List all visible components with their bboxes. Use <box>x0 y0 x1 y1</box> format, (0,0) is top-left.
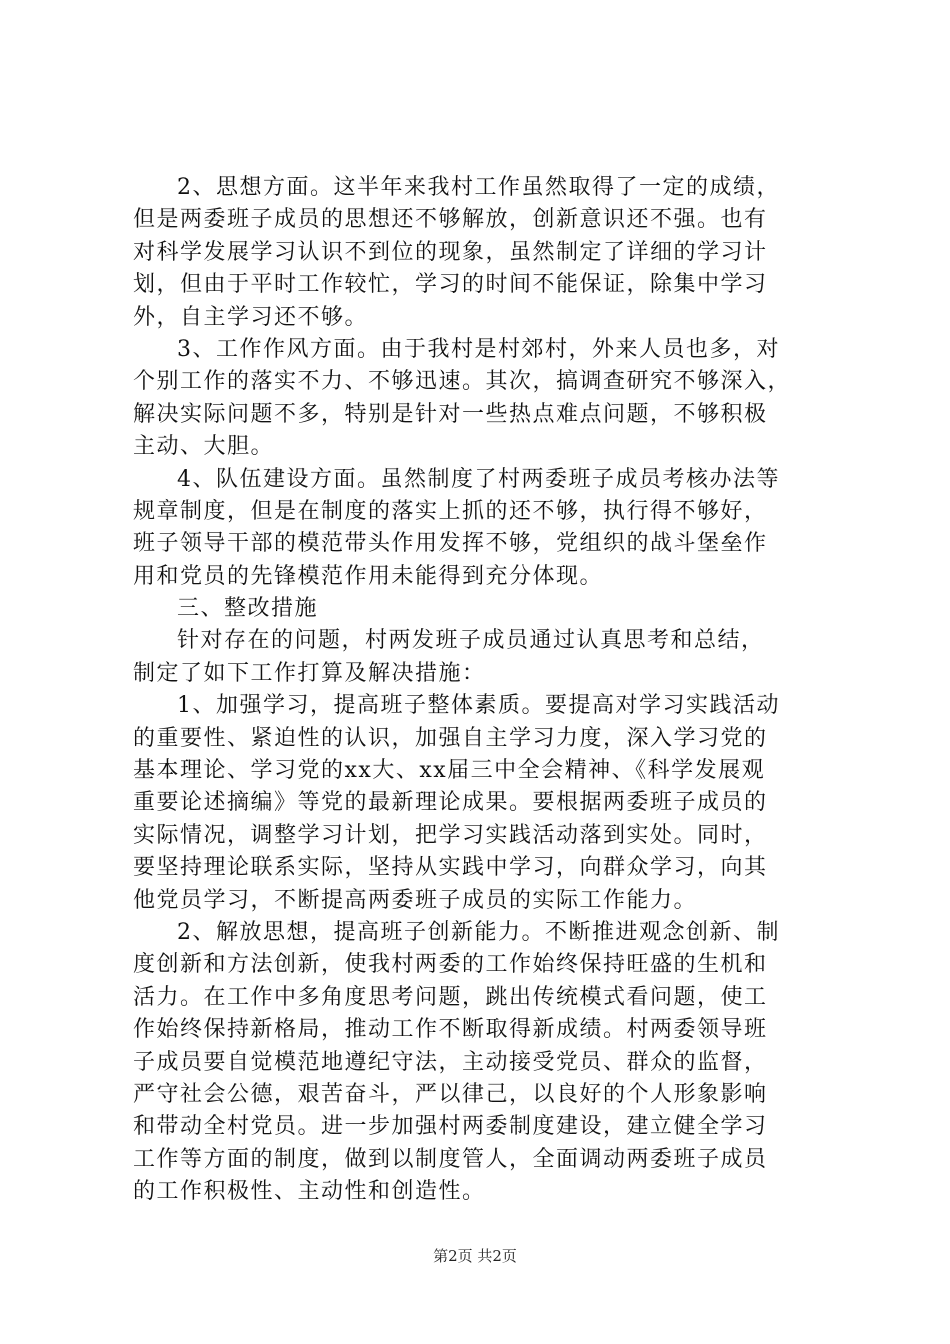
paragraph-line: 外，自主学习还不够。 <box>133 304 369 330</box>
paragraph-line: 度创新和方法创新，使我村两委的工作始终保持旺盛的生机和 <box>133 952 768 978</box>
paragraph-line: 要坚持理论联系实际，坚持从实践中学习，向群众学习，向其 <box>133 855 768 881</box>
paragraph-line: 解决实际问题不多，特别是针对一些热点难点问题，不够积极 <box>133 401 768 427</box>
document-body <box>133 172 833 1209</box>
paragraph-line: 3、工作作风方面。由于我村是村郊村，外来人员也多，对 <box>177 336 780 362</box>
paragraph-line: 的工作积极性、主动性和创造性。 <box>133 1179 486 1205</box>
paragraph-line: 他党员学习，不断提高两委班子成员的实际工作能力。 <box>133 887 698 913</box>
paragraph-line: 对科学发展学习认识不到位的现象，虽然制定了详细的学习计 <box>133 239 768 265</box>
paragraph-line: 主动、大胆。 <box>133 434 275 460</box>
paragraph-line: 划，但由于平时工作较忙，学习的时间不能保证，除集中学习 <box>133 272 768 298</box>
paragraph-line: 作始终保持新格局，推动工作不断取得新成绩。村两委领导班 <box>133 1017 768 1043</box>
section-heading: 三、整改措施 <box>177 596 319 622</box>
paragraph-line: 严守社会公德，艰苦奋斗，严以律己，以良好的个人形象影响 <box>133 1081 768 1107</box>
paragraph-line: 2、解放思想，提高班子创新能力。不断推进观念创新、制 <box>177 919 780 945</box>
paragraph-line: 的重要性、紧迫性的认识，加强自主学习力度，深入学习党的 <box>133 725 768 751</box>
paragraph-line: 用和党员的先锋模范作用未能得到充分体现。 <box>133 563 604 589</box>
paragraph-line: 重要论述摘编》等党的最新理论成果。要根据两委班子成员的 <box>133 790 768 816</box>
paragraph-line: 基本理论、学习党的xx大、xx届三中全会精神、《科学发展观 <box>133 758 766 784</box>
paragraph-line: 个别工作的落实不力、不够迅速。其次，搞调查研究不够深入， <box>133 369 792 395</box>
paragraph-line: 活力。在工作中多角度思考问题，跳出传统模式看问题，使工 <box>133 984 768 1010</box>
paragraph-line: 2、思想方面。这半年来我村工作虽然取得了一定的成绩， <box>177 175 780 200</box>
paragraph-line: 1、加强学习，提高班子整体素质。要提高对学习实践活动 <box>177 693 780 719</box>
page-number-footer: 第2页 共2页 <box>433 1247 517 1265</box>
paragraph-line: 针对存在的问题，村两发班子成员通过认真思考和总结， <box>177 628 765 654</box>
paragraph-line: 制定了如下工作打算及解决措施： <box>133 660 486 686</box>
paragraph-line: 规章制度，但是在制度的落实上抓的还不够，执行得不够好， <box>133 498 768 524</box>
paragraph-line: 工作等方面的制度，做到以制度管人，全面调动两委班子成员 <box>133 1146 768 1172</box>
paragraph-line: 子成员要自觉模范地遵纪守法，主动接受党员、群众的监督， <box>133 1049 768 1075</box>
paragraph-line: 班子领导干部的模范带头作用发挥不够，党组织的战斗堡垒作 <box>133 531 768 557</box>
paragraph-line: 但是两委班子成员的思想还不够解放，创新意识还不强。也有 <box>133 207 768 233</box>
paragraph-line: 和带动全村党员。进一步加强村两委制度建设，建立健全学习 <box>133 1114 768 1140</box>
paragraph-line: 实际情况，调整学习计划，把学习实践活动落到实处。同时， <box>133 822 768 848</box>
paragraph-line: 4、队伍建设方面。虽然制度了村两委班子成员考核办法等 <box>177 466 780 492</box>
